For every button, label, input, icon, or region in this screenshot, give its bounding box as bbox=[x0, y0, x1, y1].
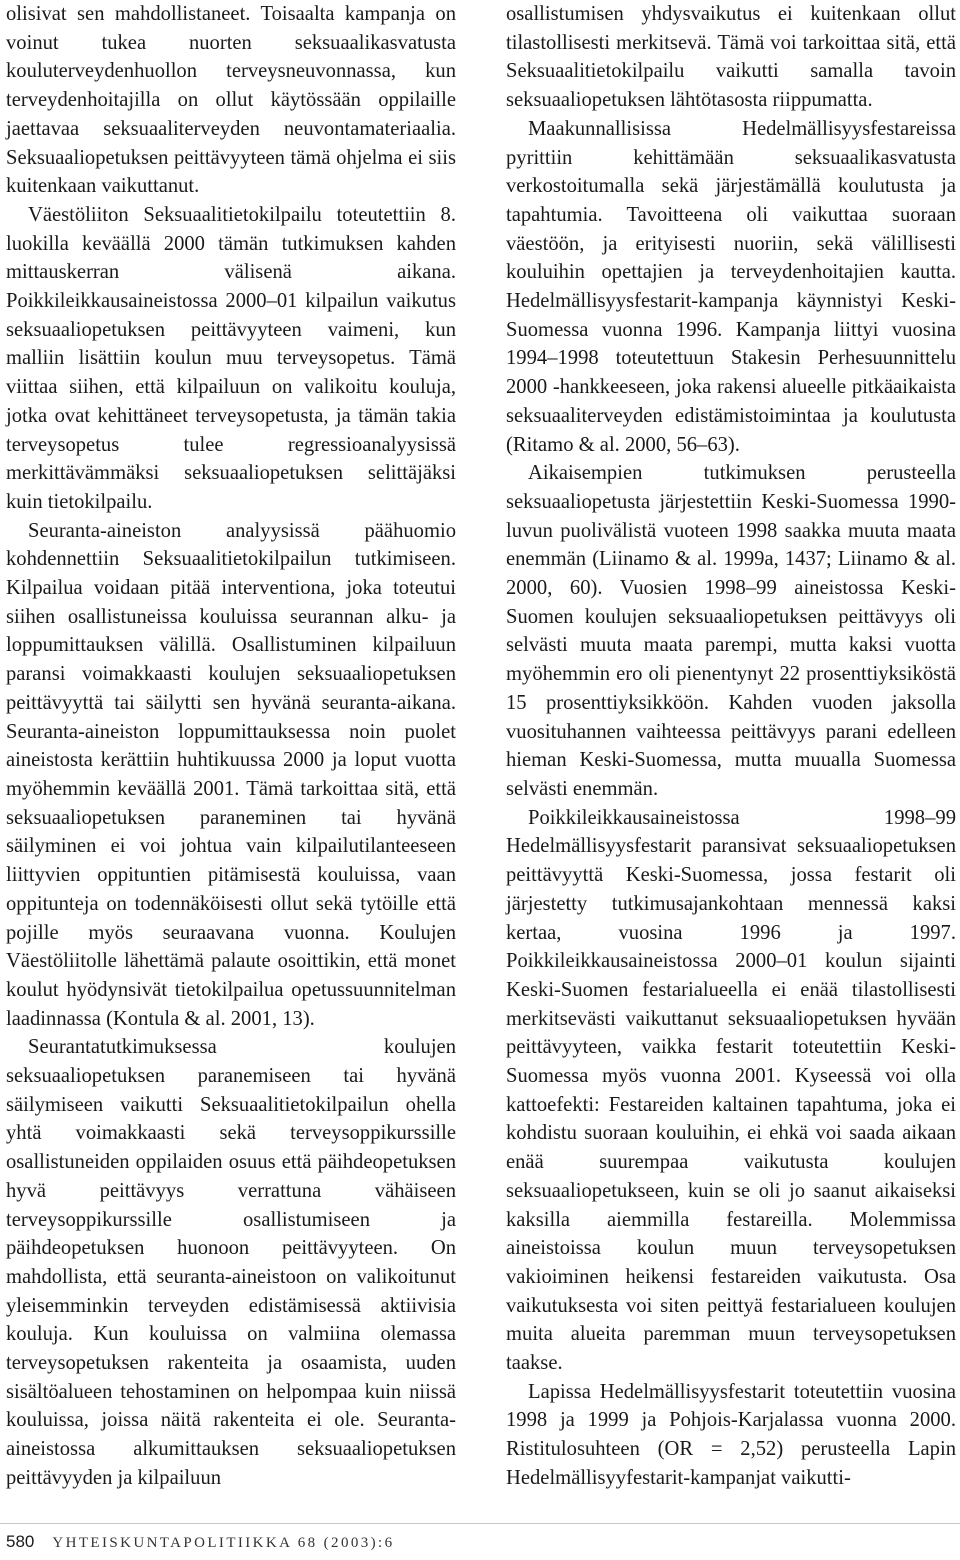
paragraph: Poikkileikkausaineistossa 1998–99 Hedelmällisyysfestarit paransivat seksuaaliopetuksen peittävyyttä Keski-Suomessa, jossa festarit oli järjestetty tutkimusajankohtaan mennessä kaksi kertaa, vuosina 1996 ja 1997. Poikkileikkausaineistossa 2000–01 koulun sijainti Keski-Suomen festarialueella ei enää tilastollisesti merkitsevästi vaikuttanut seksuaaliopetuksen hyvään peittävyyteen, vaikka festarit toteutettiin Keski-Suomessa myös vuonna 2001. Kyseessä voi olla kattoefekti: Festareiden kaltainen tapahtuma, joka ei kohdistu suoraan kouluihin, ei ehkä voi saada aikaan enää suurempaa vaikutusta koulujen seksuaaliopetukseen, kuin se oli jo saanut aikaiseksi kaksilla aiemmilla festareilla. Molemmissa aineistoissa koulun muun terveysopetuksen vakioiminen heikensi festareiden vaikutusta. Osa vaikutuksesta voi siten peittyä festarialueen koulujen muita alueita paremman muun terveysopetuksen taakse. bbox=[506, 806, 956, 1375]
page-number: 580 bbox=[6, 1532, 35, 1551]
paragraph: Maakunnallisissa Hedelmällisyysfestareissa pyrittiin kehittämään seksuaalikasvatusta verkostoitumalla sekä järjestämällä koulutusta ja tapahtumia. Tavoitteena oli vaikuttaa suoraan väestöön, ja erityisesti nuoriin, sekä välillisesti kouluihin opettajien ja terveydenhoitajien kautta. Hedelmällisyysfestarit-kampanja käynnistyi Keski-Suomessa vuonna 1996. Kampanja liittyi vuosina 1994–1998 toteutettuun Stakesin Perhesuunnittelu 2000 -hankkeeseen, joka rakensi alueelle pitkäaikaista seksuaaliterveyden edistämistoimintaa ja koulutusta (Ritamo & al. 2000, 56–63). bbox=[506, 117, 956, 456]
paragraph: olisivat sen mahdollistaneet. Toisaalta kampanja on voinut tukea nuorten seksuaalikasvatusta kouluterveydenhuollon terveysneuvonnassa, kun terveydenhoitajilla on ollut käytössään oppilaille jaettavaa seksuaaliterveyden neuvontamateriaalia. Seksuaaliopetuksen peittävyyteen tämä ohjelma ei siis kuitenkaan vaikuttanut. bbox=[6, 3, 456, 198]
paragraph: Lapissa Hedelmällisyysfestarit toteutettiin vuosina 1998 ja 1999 ja Pohjois-Karjalassa vuonna 2000. Ristitulosuhteen (OR = 2,52) perusteella Lapin Hedelmällisyyfestarit-kampanjat vaikutti- bbox=[506, 1380, 956, 1489]
paragraph: Väestöliiton Seksuaalitietokilpailu toteutettiin 8. luokilla keväällä 2000 tämän tutkimuksen kahden mittauskerran välisenä aikana. Poikkileikkausaineistossa 2000–01 kilpailun vaikutus seksuaaliopetuksen peittävyyteen vaimeni, kun malliin lisättiin koulun muu terveysopetus. Tämä viittaa siihen, että kilpailuun on valikoitu kouluja, jotka ovat kehittäneet terveysopetusta, ja tämän takia terveysopetus tulee regressioanalyysissä merkittävämmäksi seksuaaliopetuksen selittäjäksi kuin tietokilpailu. bbox=[6, 203, 456, 513]
journal-title: YHTEISKUNTAPOLITIIKKA 68 (2003):6 bbox=[52, 1535, 395, 1551]
paragraph: Aikaisempien tutkimuksen perusteella seksuaaliopetusta järjestettiin Keski-Suomessa 1990-luvun puolivälistä vuoteen 1998 saakka muuta maata enemmän (Liinamo & al. 1999a, 1437; Liinamo & al. 2000, 60). Vuosien 1998–99 aineistossa Keski-Suomen koulujen seksuaaliopetuksen peittävyys oli selvästi muuta maata parempi, mutta kaksi vuotta myöhemmin ero oli pienentynyt 22 prosenttiyksiköstä 15 prosenttiyksikköön. Kahden vuoden jaksolla vuosituhannen vaihteessa peittävyys parani edelleen hieman Keski-Suomessa, mutta muualla Suomessa selvästi enemmän. bbox=[506, 462, 956, 800]
paragraph: Seuranta-aineiston analyysissä päähuomio kohdennettiin Seksuaalitietokilpailun tutkimiseen. Kilpailua voidaan pitää interventiona, joka toteutui siihen osallistuneissa kouluissa seurannan alku- ja loppumittauksen välillä. Osallistuminen kilpailuun paransi voimakkaasti koulujen seksuaaliopetuksen peittävyyttä tai säilytti sen hyvänä seuranta-aikana. Seuranta-aineiston loppumittauksessa noin puolet aineistosta kerättiin huhtikuussa 2000 ja loput vuotta myöhemmin keväällä 2001. Tämä tarkoittaa sitä, että seksuaaliopetuksen paraneminen tai hyvänä säilyminen ei voi johtua vain kilpailutilanteeseen liittyvien oppituntien pitämisestä kouluissa, vaan oppitunteja on todennäköisesti ollut sekä tytöille että pojille myös seuraavana vuonna. Koulujen Väestöliitolle lähettämä palaute osoittikin, että monet koulut hyödynsivät tietokilpailua opetussuunnitelman laadinnassa (Kontula & al. 2001, 13). bbox=[6, 519, 456, 1030]
right-column bbox=[506, 0, 956, 1493]
paragraph: osallistumisen yhdysvaikutus ei kuitenkaan ollut tilastollisesti merkitsevä. Tämä voi tarkoittaa sitä, että Seksuaalitietokilpailu vaikutti samalla tavoin seksuaaliopetuksen lähtötasosta riippumatta. bbox=[506, 3, 956, 112]
left-column bbox=[6, 0, 456, 1493]
paragraph: Seurantatutkimuksessa koulujen seksuaaliopetuksen paranemiseen tai hyvänä säilymiseen vaikutti Seksuaalitietokilpailun ohella yhtä voimakkaasti sekä terveysoppikurssille osallistuneiden oppilaiden osuus että päihdeopetuksen hyvä peittävyys verrattuna vähäiseen terveysoppikurssille osallistumiseen ja päihdeopetuksen huonoon peittävyyteen. On mahdollista, että seuranta-aineistoon on valikoitunut yleisemminkin terveyden edistämisessä aktiivisia kouluja. Kun kouluissa on valmiina olemassa terveysopetuksen rakenteita ja osaamista, uuden sisältöalueen tehostaminen on helpompaa kuin niissä kouluissa, joissa näitä rakenteita ei ole. Seuranta-aineistossa alkumittauksen seksuaaliopetuksen peittävyyden ja kilpailuun bbox=[6, 1036, 456, 1489]
footer-divider bbox=[0, 1523, 960, 1524]
page-footer bbox=[6, 1532, 395, 1560]
